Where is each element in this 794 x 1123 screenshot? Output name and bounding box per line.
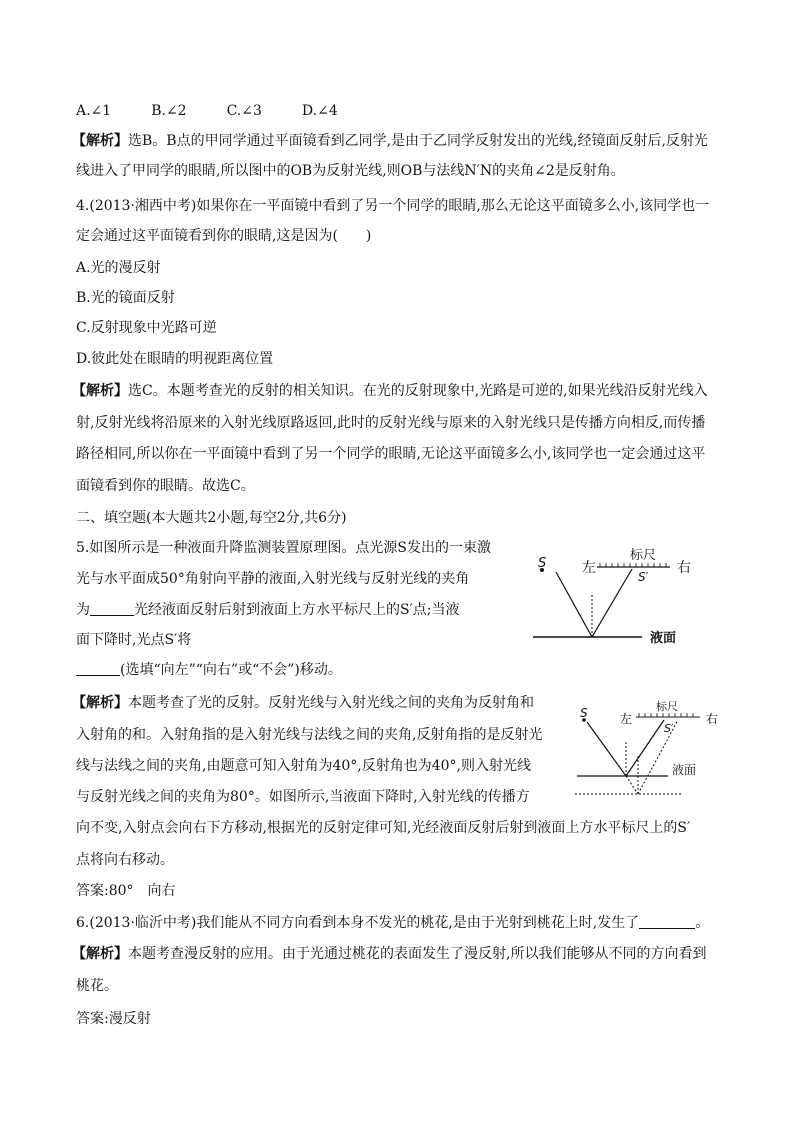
- q5-analysis-line-4: 与反射光线之间的夹角为80°。如图所示,当液面下降时,入射光线的传播方: [76, 789, 530, 805]
- reflected-ray: [626, 720, 664, 776]
- label-right: 右: [677, 560, 691, 576]
- q3-option-d: D.∠4: [301, 103, 338, 119]
- q6-answer: 答案:漫反射: [76, 1011, 151, 1027]
- q5-analysis-line-5: 向不变,入射点会向右下方移动,根据光的反射定律可知,光经液面反射后射到液面上方水平标尺上的S′: [76, 820, 691, 836]
- analysis-tag: 【解析】: [72, 946, 128, 962]
- q3-analysis-line-1: 【解析】选B。B点的甲同学通过平面镜看到乙同学,是由于乙同学反射发出的光线,经镜面反射后,反射光: [72, 133, 708, 149]
- q4-analysis-line-3: 路径相同,所以你在一平面镜中看到了另一个同学的眼睛,无论这平面镜多么小,该同学也一定会通过这平: [76, 446, 706, 462]
- q3-analysis-line-2: 线进入了甲同学的眼睛,所以图中的OB为反射光线,则OB与法线N′N的夹角∠2是反射角。: [76, 163, 625, 179]
- label-left: 左: [620, 712, 633, 726]
- q6-stem: 6.(2013·临沂中考)我们能从不同方向看到本身不发光的桃花,是由于光射到桃花上时,发生了 。: [76, 915, 710, 931]
- q5-stem-line-2: 光与水平面成50°角射向平静的液面,入射光线与反射光线的夹角: [76, 571, 470, 587]
- q6-analysis-line-2: 桃花。: [76, 978, 118, 994]
- q5-analysis-line-1: 【解析】本题考查了光的反射。反射光线与入射光线之间的夹角为反射角和: [72, 695, 534, 711]
- q5-stem-line-4: 面下降时,光点S′将: [76, 632, 192, 648]
- q3-option-a: A.∠1: [76, 103, 112, 119]
- q4-stem-line-2: 定会通过这平面镜看到你的眼睛,这是因为( ): [76, 228, 372, 244]
- q5-answer: 答案:80° 向右: [76, 883, 176, 899]
- answer-blank-3: [639, 914, 695, 929]
- label-left: 左: [582, 560, 596, 576]
- q3-option-b: B.∠2: [151, 103, 187, 119]
- label-ruler: 标尺: [630, 548, 657, 563]
- q4-option-c: C.反射现象中光路可逆: [76, 320, 217, 336]
- incident-ray: [587, 722, 626, 776]
- label-s-prime: S′: [664, 722, 674, 735]
- q3-options: [76, 101, 338, 121]
- label-s-prime: S′: [638, 570, 649, 584]
- q5-stem-line-3: 为 光经液面反射后射到液面上方水平标尺上的S′点;当液: [76, 602, 460, 618]
- label-surface: 液面: [672, 763, 697, 777]
- incident-ray-extended: [626, 776, 638, 794]
- analysis-tag: 【解析】: [72, 133, 128, 149]
- q4-analysis-line-4: 面镜看到你的眼睛。故选C。: [76, 478, 255, 494]
- q5-analysis-line-2: 入射角的和。入射角指的是入射光线与法线之间的夹角,反射角指的是反射光: [76, 727, 543, 743]
- q6-analysis-line-1: 【解析】本题考查漫反射的应用。由于光通过桃花的表面发生了漫反射,所以我们能够从不同的方向看到: [72, 946, 707, 962]
- q4-analysis-line-1: 【解析】选C。本题考查光的反射的相关知识。在光的反射现象中,光路是可逆的,如果光线沿反射光线入: [72, 383, 708, 399]
- q4-stem-line-1: 4.(2013·湘西中考)如果你在一平面镜中看到了另一个同学的眼睛,那么无论这平面镜多么小,该同学也一: [76, 198, 710, 214]
- q3-option-c: C.∠3: [226, 103, 262, 119]
- analysis-tag: 【解析】: [72, 695, 128, 711]
- q4-option-b: B.光的镜面反射: [76, 290, 175, 306]
- q4-option-d: D.彼此处在眼睛的明视距离位置: [76, 351, 274, 367]
- q5-analysis-line-3: 线与法线之间的夹角,由题意可知入射角为40°,反射角也为40°,则入射光线: [76, 758, 531, 774]
- q5-stem-line-5: (选填“向左”“向右”或“不会”)移动。: [76, 660, 342, 680]
- q5-stem-line-1: 5.如图所示是一种液面升降监测装置原理图。点光源S发出的一束激: [76, 540, 491, 556]
- section-heading: 二、填空题(本大题共2小题,每空2分,共6分): [76, 510, 347, 526]
- incident-ray: [556, 572, 592, 637]
- label-s: S: [538, 556, 547, 571]
- label-s: S: [580, 706, 588, 720]
- liquid-level-diagram: [530, 545, 715, 650]
- q4-analysis-line-2: 射,反射光线将沿原来的入射光线原路返回,此时的反射光线与原来的入射光线只是传播方向相反,而传播: [76, 415, 706, 431]
- q4-option-a: A.光的漫反射: [76, 260, 161, 276]
- label-right: 右: [706, 712, 719, 726]
- q5-analysis-line-6: 点将向右移动。: [76, 852, 174, 868]
- liquid-level-diagram-lowered: [570, 700, 735, 800]
- analysis-tag: 【解析】: [72, 383, 128, 399]
- answer-blank-1: [90, 601, 134, 616]
- reflected-ray: [592, 569, 632, 637]
- label-surface: 液面: [650, 631, 677, 646]
- answer-blank-2: [76, 661, 120, 676]
- label-ruler: 标尺: [656, 700, 678, 713]
